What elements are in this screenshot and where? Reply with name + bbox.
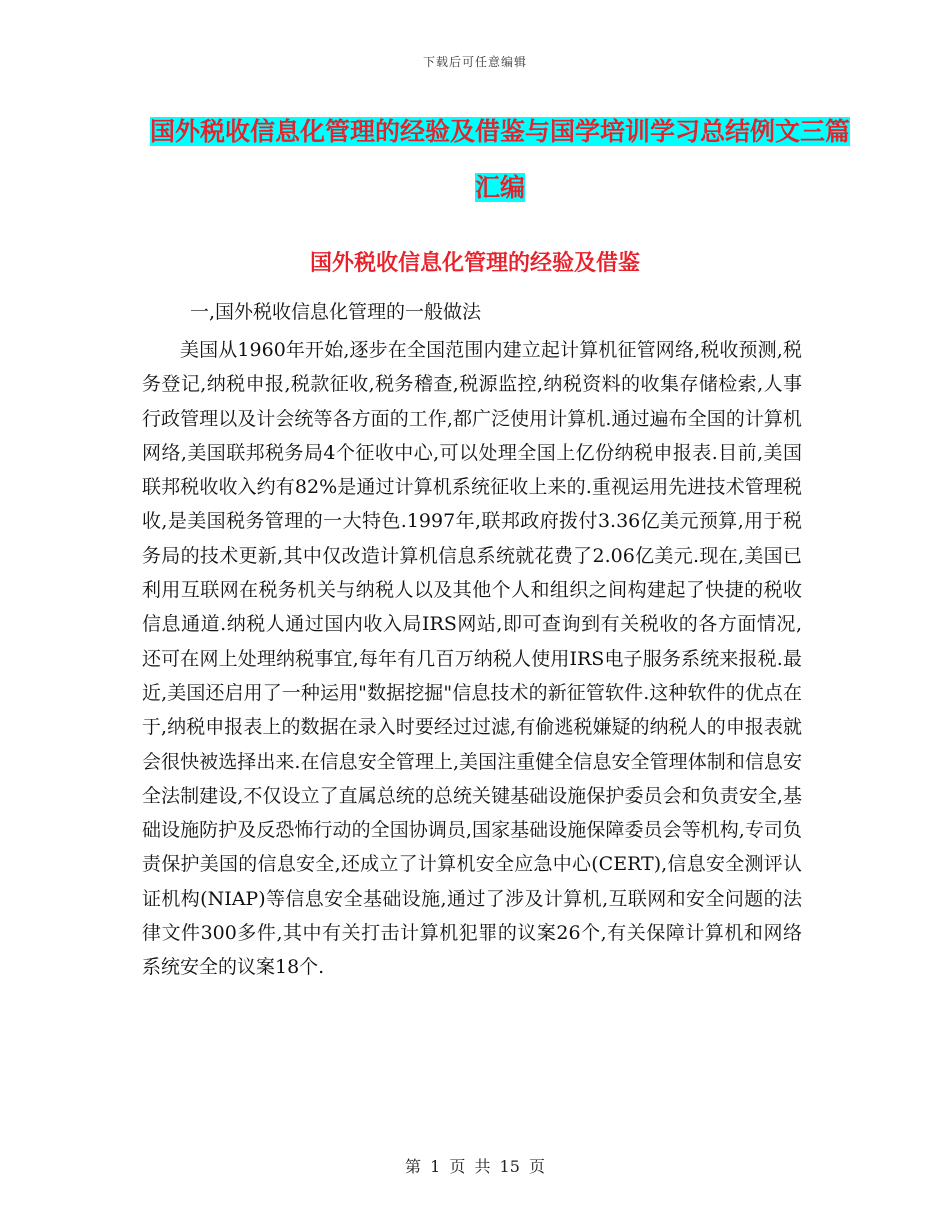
document-title-text: 国外税收信息化管理的经验及借鉴与国学培训学习总结例文三篇汇编 [149, 117, 850, 202]
document-title [140, 104, 860, 216]
subheading: 一,国外税收信息化管理的一般做法 [190, 301, 482, 323]
page-number: 第 1 页 共 15 页 [405, 1157, 545, 1176]
body-paragraph: 美国从1960年开始,逐步在全国范围内建立起计算机征管网络,税收预测,税务登记,纳税申报,税款征收,税务稽查,税源监控,纳税资料的收集存储检索,人事行政管理以及计会统等各方面的工作,都广泛使用计算机.通过遍布全国的计算机网络,美国联邦税务局4个征收中心,可以处理全国上亿份纳税申报表.目前,美国联邦税收收入约有82%是通过计算机系统征收上来的.重视运用先进技术管理税收,是美国税务管理的一大特色.1997年,联邦政府拨付3.36亿美元预算,用于税务局的技术更新,其中仅改造计算机信息系统就花费了2.06亿美元.现在,美国已利用互联网在税务机关与纳税人以及其他个人和组织之间构建起了快捷的税收信息通道.纳税人通过国内收入局IRS网站,即可查询到有关税收的各方面情况,还可在网上处理纳税事宜,每年有几百万纳税人使用IRS电子服务系统来报税.最近,美国还启用了一种运用"数据挖掘"信息技术的新征管软件.这种软件的优点在于,纳税申报表上的数据在录入时要经过过滤,有偷逃税嫌疑的纳税人的申报表就会很快被选择出来.在信息安全管理上,美国注重健全信息安全管理体制和信息安全法制建设,不仅设立了直属总统的总统关键基础设施保护委员会和负责安全,基础设施防护及反恐怖行动的全国协调员,国家基础设施保障委员会等机构,专司负责保护美国的信息安全,还成立了计算机安全应急中心(CERT),信息安全测评认证机构(NIAP)等信息安全基础设施,通过了涉及计算机,互联网和安全问题的法律文件300多件,其中有关打击计算机犯罪的议案26个,有关保障计算机和网络系统安全的议案18个. [142, 339, 802, 979]
section-title: 国外税收信息化管理的经验及借鉴 [309, 251, 640, 276]
page-header-note: 下载后可任意编辑 [422, 55, 527, 69]
